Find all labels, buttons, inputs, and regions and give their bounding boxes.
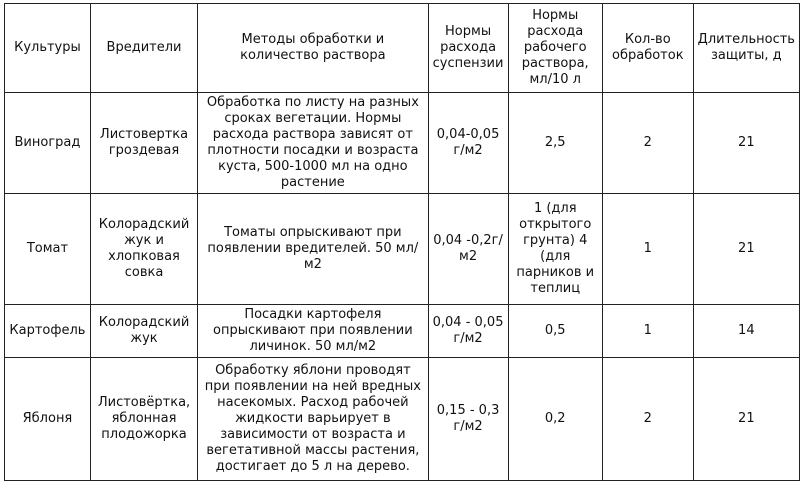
cell-protection-days: 21 xyxy=(693,194,799,305)
cell-pest: Колорадский жук xyxy=(90,305,197,358)
cell-protection-days: 21 xyxy=(693,358,799,481)
header-suspension-rate: Нормы расхода суспензии xyxy=(428,4,508,93)
cell-suspension-rate: 0,04 - 0,05 г/м2 xyxy=(428,305,508,358)
cell-method: Томаты опрыскивают при появлении вредителей. 50 мл/м2 xyxy=(198,194,428,305)
header-solution-rate: Нормы расхода рабочего раствора, мл/10 л xyxy=(508,4,602,93)
header-protection: Длительность защиты, д xyxy=(693,4,799,93)
cell-protection-days: 14 xyxy=(693,305,799,358)
cell-culture: Виноград xyxy=(5,93,91,194)
cell-culture: Картофель xyxy=(5,305,91,358)
cell-treatments: 1 xyxy=(602,305,693,358)
cell-treatments: 2 xyxy=(602,358,693,481)
header-row xyxy=(5,4,800,93)
cell-suspension-rate: 0,04-0,05 г/м2 xyxy=(428,93,508,194)
header-treatments: Кол-во обработок xyxy=(602,4,693,93)
cell-solution-rate: 2,5 xyxy=(508,93,602,194)
cell-suspension-rate: 0,15 - 0,3 г/м2 xyxy=(428,358,508,481)
cell-treatments: 2 xyxy=(602,93,693,194)
cell-culture: Томат xyxy=(5,194,91,305)
cell-method: Посадки картофеля опрыскивают при появлении личинок. 50 мл/м2 xyxy=(198,305,428,358)
cell-protection-days: 21 xyxy=(693,93,799,194)
header-cultures: Культуры xyxy=(5,4,91,93)
cell-treatments: 1 xyxy=(602,194,693,305)
cell-solution-rate: 1 (для открытого грунта) 4 (для парников и теплиц xyxy=(508,194,602,305)
cell-pest: Листовертка гроздевая xyxy=(90,93,197,194)
cell-solution-rate: 0,2 xyxy=(508,358,602,481)
pest-treatment-table xyxy=(4,3,800,481)
table-row xyxy=(5,305,800,358)
table-row xyxy=(5,358,800,481)
table-row xyxy=(5,93,800,194)
cell-pest: Листовёртка, яблонная плодожорка xyxy=(90,358,197,481)
cell-solution-rate: 0,5 xyxy=(508,305,602,358)
table-row xyxy=(5,194,800,305)
cell-method: Обработка по листу на разных сроках вегетации. Нормы расхода раствора зависят от плотности посадки и возраста куста, 500-1000 мл на одно растение xyxy=(198,93,428,194)
table-container xyxy=(4,3,800,481)
header-pests: Вредители xyxy=(90,4,197,93)
cell-culture: Яблоня xyxy=(5,358,91,481)
cell-suspension-rate: 0,04 -0,2г/м2 xyxy=(428,194,508,305)
cell-method: Обработку яблони проводят при появлении на ней вредных насекомых. Расход рабочей жидкости варьирует в зависимости от возраста и вегетативной массы растения, достигает до 5 л на дерево. xyxy=(198,358,428,481)
cell-pest: Колорадский жук и хлопковая совка xyxy=(90,194,197,305)
header-methods: Методы обработки и количество раствора xyxy=(198,4,428,93)
